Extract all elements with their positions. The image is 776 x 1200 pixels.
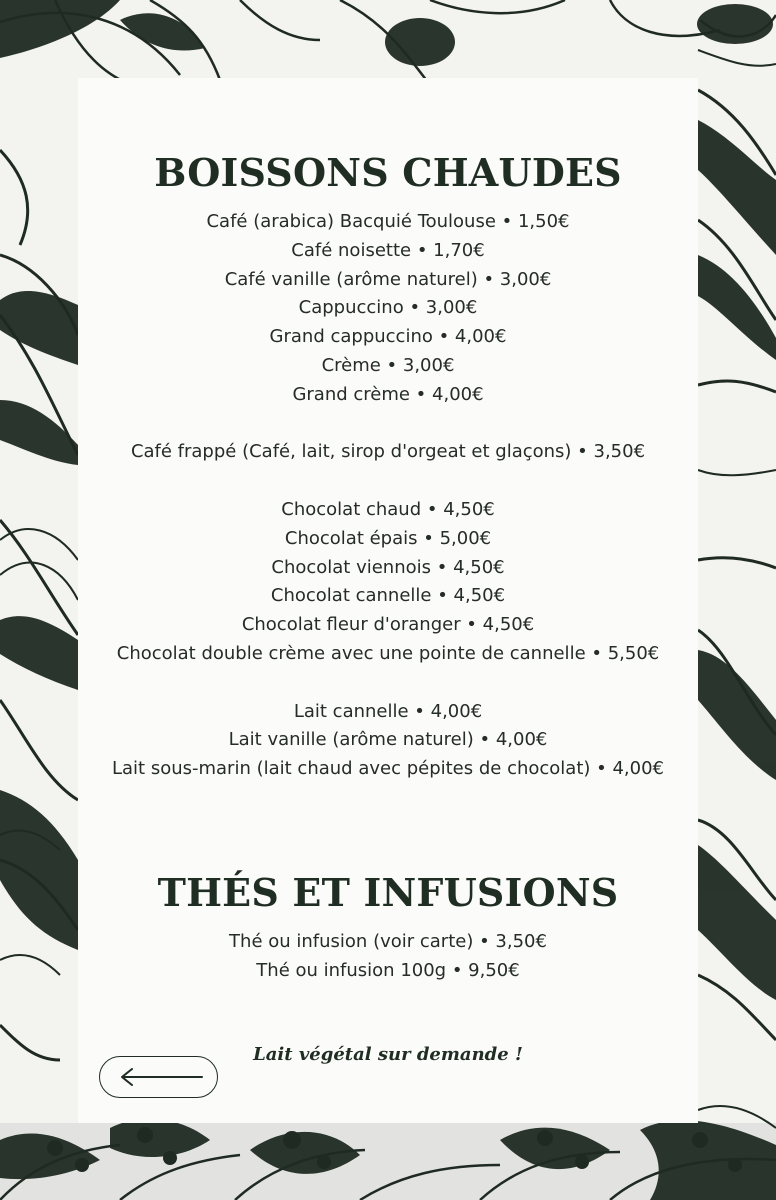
menu-item: Thé ou infusion (voir carte) • 3,50€ xyxy=(229,931,547,952)
menu-item: Thé ou infusion 100g • 9,50€ xyxy=(256,959,520,981)
menu-item: Café frappé (Café, lait, sirop d'orgeat et glaçons) • 3,50€ xyxy=(130,441,646,463)
menu-item: Chocolat épais • 5,00€ xyxy=(284,527,492,549)
menu-item: Chocolat fleur d'oranger • 4,50€ xyxy=(241,614,535,636)
menu-item: Grand cappuccino • 4,00€ xyxy=(269,326,507,348)
menu-item: Chocolat viennois • 4,50€ xyxy=(271,556,505,578)
list-spacer xyxy=(0,669,776,698)
menu-item: Lait cannelle • 4,00€ xyxy=(293,700,483,722)
menu-item: Grand crème • 4,00€ xyxy=(292,383,484,405)
section-title-hot-drinks: BOISSONS CHAUDES xyxy=(154,150,622,195)
vegetal-milk-note: Lait végétal sur demande ! xyxy=(253,1044,523,1065)
teas-list xyxy=(0,928,776,986)
back-button[interactable] xyxy=(99,1056,218,1098)
menu-item: Café vanille (arôme naturel) • 3,00€ xyxy=(224,268,552,290)
list-spacer xyxy=(0,410,776,439)
menu-item: Café noisette • 1,70€ xyxy=(291,239,485,261)
menu-item: Chocolat chaud • 4,50€ xyxy=(281,498,495,520)
section-title-teas: THÉS ET INFUSIONS xyxy=(157,870,619,915)
menu-item: Chocolat cannelle • 4,50€ xyxy=(270,585,506,607)
menu-item: Lait sous-marin (lait chaud avec pépites de chocolat) • 4,00€ xyxy=(111,758,664,780)
menu-item: Crème • 3,00€ xyxy=(321,354,455,376)
menu-item: Chocolat double crème avec une pointe de cannelle • 5,50€ xyxy=(116,642,660,664)
menu-item: Café (arabica) Bacquié Toulouse • 1,50€ xyxy=(206,211,570,232)
hot-drinks-list xyxy=(0,208,776,784)
list-spacer xyxy=(0,467,776,496)
arrow-left-icon xyxy=(114,1067,204,1087)
menu-item: Cappuccino • 3,00€ xyxy=(298,297,478,319)
menu-item: Lait vanille (arôme naturel) • 4,00€ xyxy=(228,729,548,751)
